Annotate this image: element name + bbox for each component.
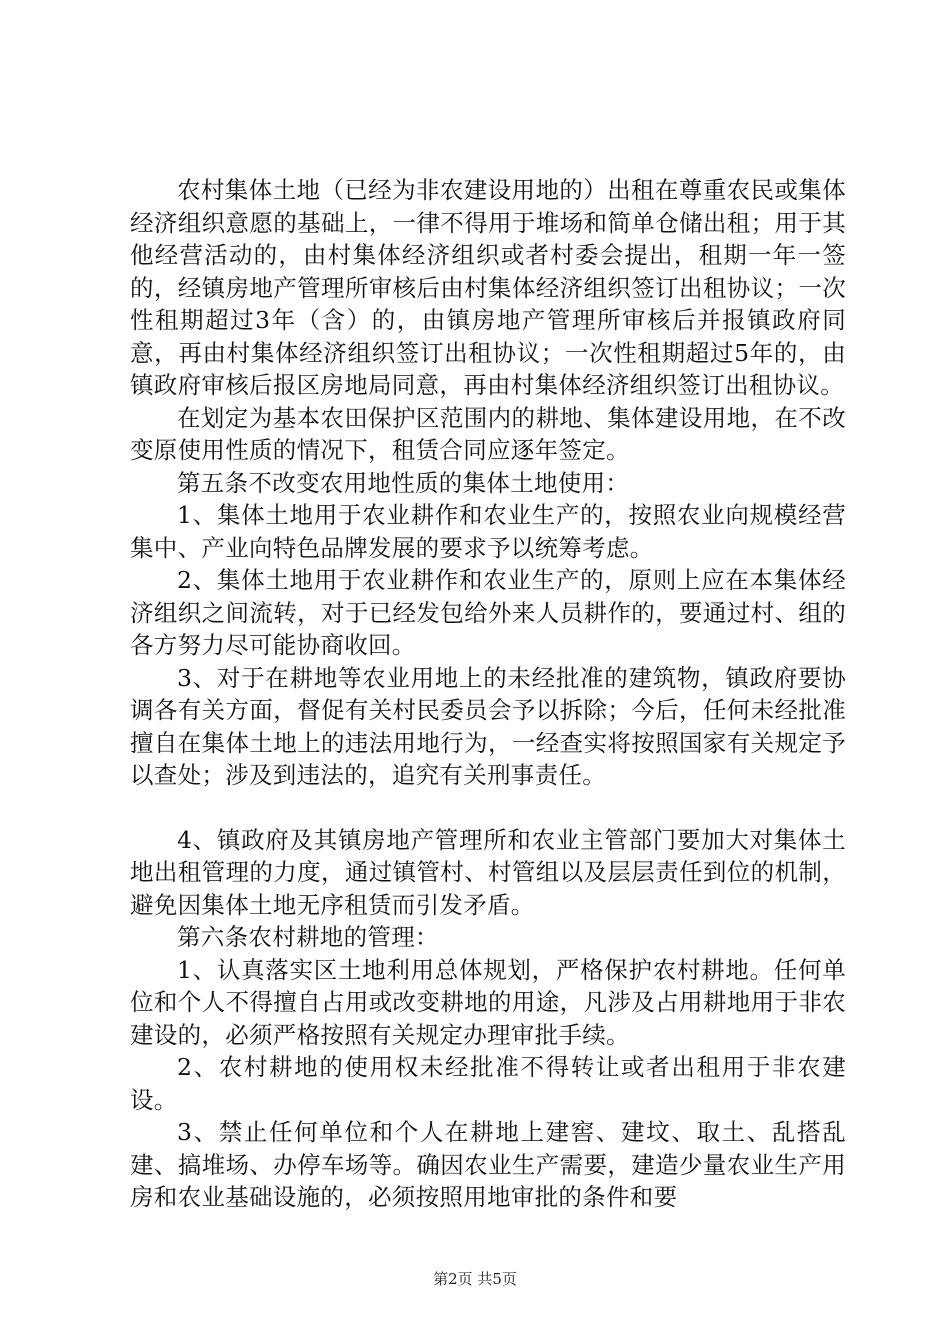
article-5-item-2: 2、集体土地用于农业耕作和农业生产的，原则上应在本集体经济组织之间流转，对于已经发包给外来人员耕作的，要通过村、组的各方努力尽可能协商收回。 [130,566,846,659]
paragraph-2: 在划定为基本农田保护区范围内的耕地、集体建设用地，在不改变原使用性质的情况下，租赁合同应逐年签定。 [130,403,846,464]
article-5-item-3: 3、对于在耕地等农业用地上的未经批准的建筑物，镇政府要协调各有关方面，督促有关村民委员会予以拆除；今后，任何未经批准擅自在集体土地上的违法用地行为，一经查实将按照国家有关规定予以查处；涉及到违法的，追究有关刑事责任。 [130,663,846,789]
article-5-item-1: 1、集体土地用于农业耕作和农业生产的，按照农业向规模经营集中、产业向特色品牌发展的要求予以统筹考虑。 [130,501,846,562]
article-6-item-3: 3、禁止任何单位和个人在耕地上建窖、建坟、取土、乱搭乱建、搞堆场、办停车场等。确因农业生产需要，建造少量农业生产用房和农业基础设施的，必须按照用地审批的条件和要 [130,1118,846,1211]
article-6-item-2: 2、农村耕地的使用权未经批准不得转让或者出租用于非农建设。 [130,1053,846,1114]
document-body [130,174,846,1214]
article-6-item-1: 1、认真落实区土地利用总体规划，严格保护农村耕地。任何单位和个人不得擅自占用或改变耕地的用途，凡涉及占用耕地用于非农建设的，必须严格按照有关规定办理审批手续。 [130,955,846,1049]
article-6-heading: 第六条农村耕地的管理： [177,923,439,951]
paragraph-1: 农村集体土地（已经为非农建设用地的）出租在尊重农民或集体经济组织意愿的基础上，一律不得用于堆场和简单仓储出租；用于其他经营活动的，由村集体经济组织或者村委会提出，租期一年一签的，经镇房地产管理所审核后由村集体经济组织签订出租协议；一次性租期超过3年（含）的，由镇房地产管理所审核后并报镇政府同意，再由村集体经济组织签订出租协议；一次性租期超过5年的，由镇政府审核后报区房地局同意，再由村集体经济组织签订出租协议。 [130,176,846,399]
article-5-item-4: 4、镇政府及其镇房地产管理所和农业主管部门要加大对集体土地出租管理的力度，通过镇管村、村管组以及层层责任到位的机制，避免因集体土地无序租赁而引发矛盾。 [130,825,846,919]
page-number-footer: 第2页 共5页 [433,1270,517,1288]
article-5-heading: 第五条不改变农用地性质的集体土地使用： [177,468,630,497]
